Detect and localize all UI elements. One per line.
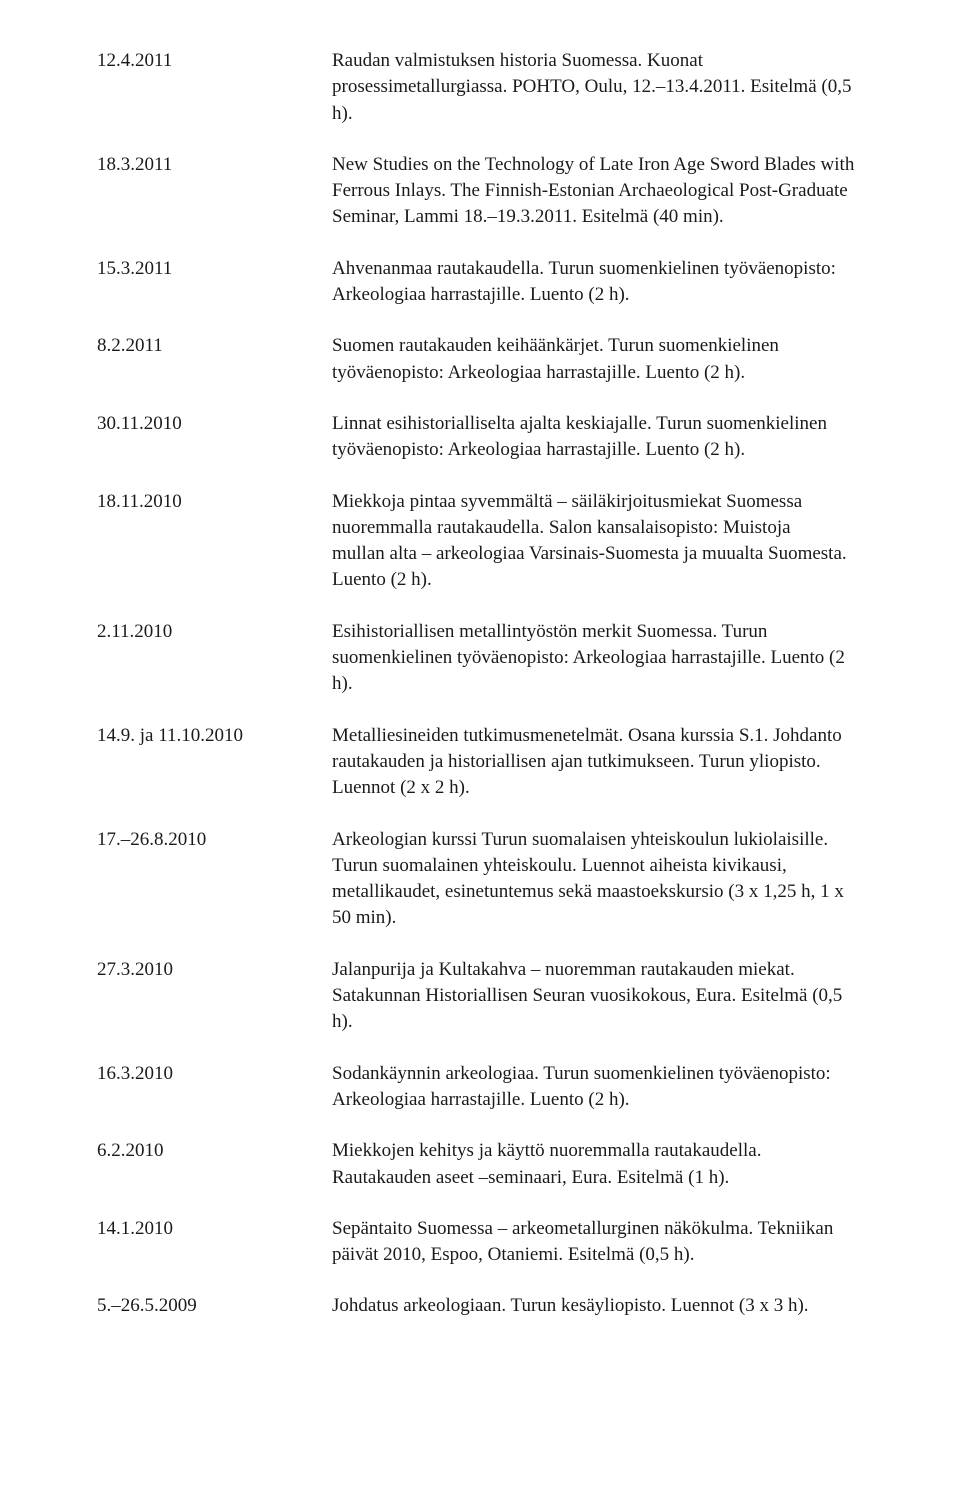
entry-line: h).: [332, 1011, 353, 1033]
entry-line: Luento (2 h).: [332, 569, 432, 591]
entry-line: suomenkielinen työväenopisto: Arkeologiaa harrastajille. Luento (2: [332, 647, 845, 669]
entry-line: työväenopisto: Arkeologiaa harrastajille. Luento (2 h).: [332, 361, 746, 383]
entry-date: 12.4.2011: [97, 50, 173, 71]
entry-description: [332, 827, 957, 932]
entry-date: 14.1.2010: [97, 1217, 173, 1239]
entry-line: rautakauden ja historiallisen ajan tutkimukseen. Turun yliopisto.: [332, 750, 821, 772]
entry-line: Seminar, Lammi 18.–19.3.2011. Esitelmä (40 min).: [332, 206, 724, 228]
entry: [0, 827, 960, 932]
entry-date: 30.11.2010: [97, 412, 182, 434]
entry-line: työväenopisto: Arkeologiaa harrastajille. Luento (2 h).: [332, 439, 746, 461]
entry-description: [332, 619, 957, 698]
entry-line: Luennot (2 x 2 h).: [332, 777, 470, 799]
entry: [0, 489, 960, 594]
entry-line: Ferrous Inlays. The Finnish-Estonian Archaeological Post-Graduate: [332, 180, 848, 202]
entry: [0, 957, 960, 1036]
entry-line: Metalliesineiden tutkimusmenetelmät. Osana kurssia S.1. Johdanto: [332, 724, 842, 746]
entry-line: h).: [332, 673, 353, 695]
entry-line: Satakunnan Historiallisen Seuran vuosikokous, Eura. Esitelmä (0,5: [332, 985, 843, 1007]
entry-date: 5.–26.5.2009: [97, 1295, 197, 1317]
entry: [0, 152, 960, 231]
entry-line: Miekkojen kehitys ja käyttö nuoremmalla rautakaudella.: [332, 1140, 762, 1162]
entry-line: Turun suomalainen yhteiskoulu. Luennot aiheista kivikausi,: [332, 854, 787, 876]
entry-description: [332, 1293, 957, 1319]
entry-line: päivät 2010, Espoo, Otaniemi. Esitelmä (0,5 h).: [332, 1244, 695, 1266]
entry-description: [332, 256, 957, 309]
entry: [0, 333, 960, 386]
entry-line: Arkeologiaa harrastajille. Luento (2 h).: [332, 1088, 630, 1110]
entry-line: New Studies on the Technology of Late Iron Age Sword Blades with: [332, 153, 855, 175]
entry: [0, 619, 960, 698]
entry-line: Miekkoja pintaa syvemmältä – säiläkirjoitusmiekat Suomessa: [332, 490, 803, 512]
entry: [0, 1293, 960, 1319]
entry-line: Ahvenanmaa rautakaudella. Turun suomenkielinen työväenopisto:: [332, 257, 836, 279]
entry-description: [332, 152, 957, 231]
entry-date: 18.11.2010: [97, 490, 182, 512]
entry-line: Esihistoriallisen metallintyöstön merkit Suomessa. Turun: [332, 620, 768, 642]
entry-line: Johdatus arkeologiaan. Turun kesäyliopisto. Luennot (3 x 3 h).: [332, 1295, 809, 1317]
entry-line: Suomen rautakauden keihäänkärjet. Turun suomenkielinen: [332, 335, 779, 357]
entry: [0, 256, 960, 309]
entry-line: 50 min).: [332, 907, 397, 929]
entry-description: [332, 723, 957, 802]
entry-date: 8.2.2011: [97, 335, 163, 357]
entry-line: Arkeologiaa harrastajille. Luento (2 h).: [332, 284, 630, 306]
entry-date: 17.–26.8.2010: [97, 828, 207, 850]
entry: [0, 48, 960, 127]
entry-description: [332, 48, 957, 127]
entry-date: 15.3.2011: [97, 257, 173, 279]
entry-line: nuoremmalla rautakaudella. Salon kansalaisopisto: Muistoja: [332, 516, 791, 538]
entry-line: Sodankäynnin arkeologiaa. Turun suomenkielinen työväenopisto:: [332, 1062, 831, 1084]
entry: [0, 411, 960, 464]
entry-date: 14.9. ja 11.10.2010: [97, 724, 244, 746]
entry-description: [332, 1216, 957, 1269]
entry-line: Raudan valmistuksen historia Suomessa. Kuonat: [332, 50, 703, 71]
entry-description: [332, 1138, 957, 1191]
entry-description: [332, 489, 957, 594]
entry-description: [332, 1061, 957, 1114]
entry-line: mullan alta – arkeologiaa Varsinais-Suomesta ja muualta Suomesta.: [332, 543, 847, 565]
entry-description: [332, 333, 957, 386]
entry: [0, 1061, 960, 1114]
entry-line: Jalanpurija ja Kultakahva – nuoremman rautakauden miekat.: [332, 958, 795, 980]
entry: [0, 1216, 960, 1269]
entry-line: h).: [332, 102, 353, 124]
entry-line: Linnat esihistorialliselta ajalta keskiajalle. Turun suomenkielinen: [332, 412, 827, 434]
entry: [0, 723, 960, 802]
entry-description: [332, 411, 957, 464]
entry-line: prosessimetallurgiassa. POHTO, Oulu, 12.–13.4.2011. Esitelmä (0,5: [332, 76, 852, 98]
entry-line: Rautakauden aseet –seminaari, Eura. Esitelmä (1 h).: [332, 1166, 730, 1188]
entry-line: Arkeologian kurssi Turun suomalaisen yhteiskoulun lukiolaisille.: [332, 828, 829, 850]
entry-date: 18.3.2011: [97, 153, 173, 175]
entry-line: Sepäntaito Suomessa – arkeometallurginen näkökulma. Tekniikan: [332, 1217, 834, 1239]
entry: [0, 1138, 960, 1191]
entry-description: [332, 957, 957, 1036]
entry-date: 16.3.2010: [97, 1062, 173, 1084]
entry-date: 2.11.2010: [97, 620, 173, 642]
entry-date: 27.3.2010: [97, 958, 173, 980]
entry-date: 6.2.2010: [97, 1140, 164, 1162]
entry-line: metallikaudet, esinetuntemus sekä maastoekskursio (3 x 1,25 h, 1 x: [332, 881, 844, 903]
